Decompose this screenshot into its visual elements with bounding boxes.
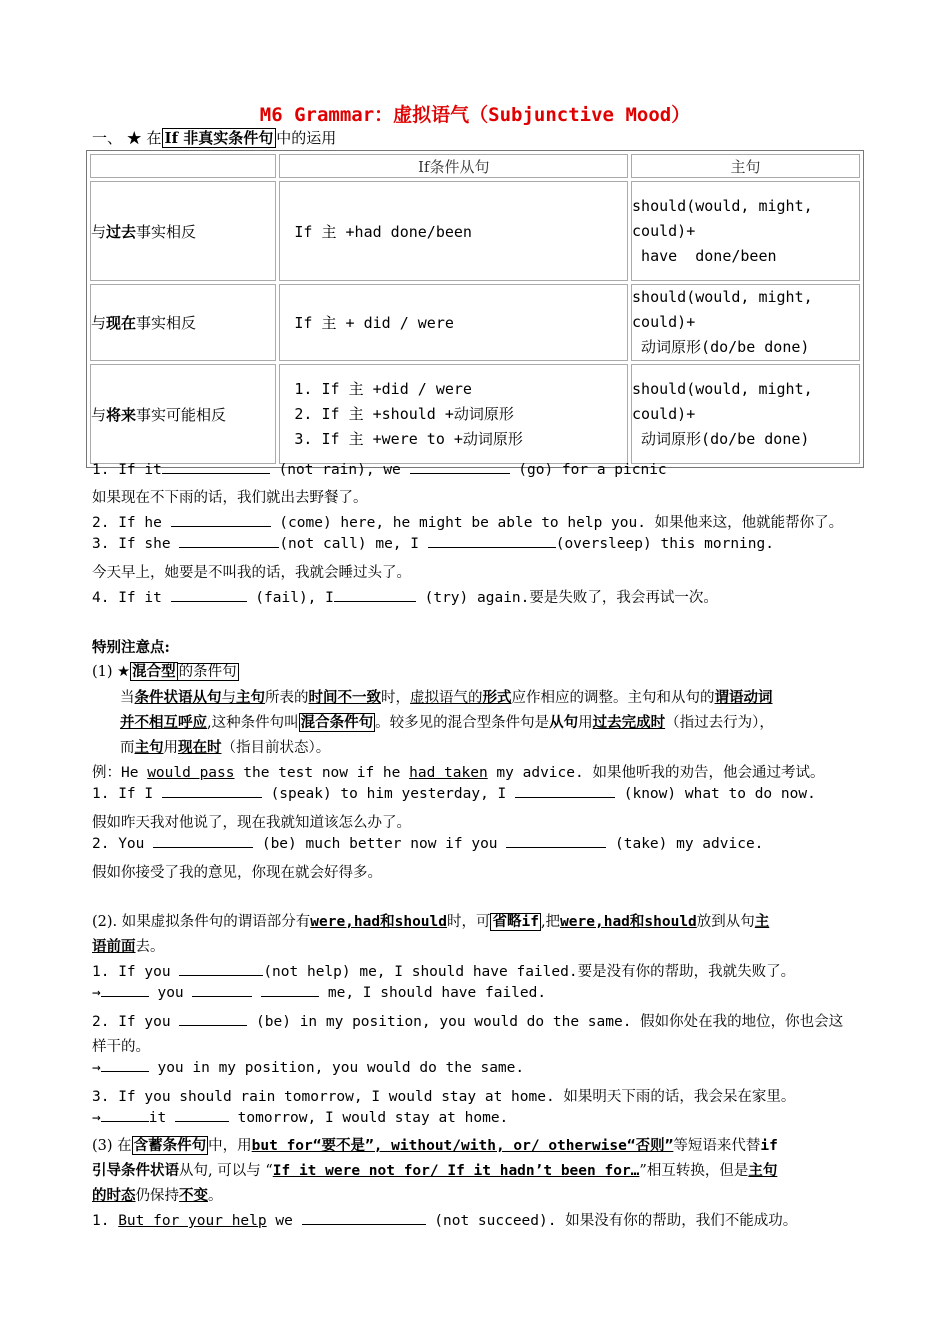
exercise-line: 1. But for your help we (not succeed). 如果没有你的帮助，我们不能成功。	[92, 1213, 798, 1229]
translation-line: 样干的。	[92, 1039, 150, 1055]
exercise-line: 2. If he (come) here, he might be able to help you. 如果他来这，他就能帮你了。	[92, 515, 844, 531]
blank[interactable]	[261, 996, 319, 997]
header-main-clause: 主句	[631, 154, 860, 178]
exercise-line: 1. If you (not help) me, I should have failed.要是没有你的帮助，我就失败了。	[92, 964, 796, 980]
exercise-line: 1. If I (speak) to him yesterday, I (know) what to do now.	[92, 786, 816, 802]
exercise-line: → you in my position, you would do the same.	[92, 1060, 525, 1076]
blank[interactable]	[101, 1121, 149, 1122]
page-title: M6 Grammar：虚拟语气（Subjunctive Mood）	[259, 104, 691, 126]
blank[interactable]	[162, 473, 270, 474]
exercise-line: → it tomorrow, I would stay at home.	[92, 1110, 509, 1126]
note-2-text: (2). 如果虚拟条件句的谓语部分有were,had和should时，可 省略if ,把were,had和should放到从句主	[92, 913, 770, 930]
row-label: 与过去事实相反	[90, 181, 276, 281]
translation-line: 如果现在不下雨的话，我们就出去野餐了。	[92, 490, 368, 506]
translation-line: 今天早上，她要是不叫我的话，我就会睡过头了。	[92, 565, 411, 581]
row-label: 与将来事实可能相反	[90, 364, 276, 464]
section-prefix: 一、 ★ 在	[92, 129, 162, 147]
if-clause-cell: 1. If 主 +did / were 2. If 主 +should +动词原形 3. If 主 +were to +动词原形	[279, 364, 628, 464]
section-heading	[92, 127, 336, 148]
header-if-clause: If条件从句	[279, 154, 628, 178]
main-clause-cell: should(would, might, could)+ have done/been	[631, 181, 860, 281]
if-line: If 主 + did / were	[294, 314, 454, 332]
note-3-text: 引导条件状语从句, 可以与 “If it were not for/ If it hadn’t been for…”相互转换，但是主句	[92, 1162, 778, 1179]
blank[interactable]	[101, 996, 149, 997]
note-1-heading: (1) ★ 混合型 的条件句	[92, 663, 237, 680]
if-clause-cell	[279, 284, 628, 361]
blank[interactable]	[171, 601, 247, 602]
exercise-line: 2. If you (be) in my position, you would do the same. 假如你处在我的地位，你也会这	[92, 1014, 844, 1030]
main-clause-cell: should(would, might, could)+ 动词原形(do/be done)	[631, 364, 860, 464]
blank[interactable]	[334, 601, 416, 602]
note-1-text: 并不相互呼应,这种条件句叫 混合条件句 。较多见的混合型条件句是从句用过去完成时（指过去行为），	[120, 714, 774, 731]
blank[interactable]	[179, 1025, 247, 1026]
if-clause-cell	[279, 181, 628, 281]
blank[interactable]	[171, 526, 271, 527]
note-3-text: (3) 在 含蓄条件句 中，用but for“要不是”, without/with, or/ otherwise“否则”等短语来代替if	[92, 1137, 778, 1154]
table-row	[90, 364, 860, 464]
blank[interactable]	[515, 797, 615, 798]
blank[interactable]	[410, 473, 510, 474]
exercise-line: 3. If you should rain tomorrow, I would stay at home. 如果明天下雨的话，我会呆在家里。	[92, 1089, 796, 1105]
blank[interactable]	[179, 975, 263, 976]
exercise-line: → you me, I should have failed.	[92, 985, 547, 1001]
translation-line: 假如你接受了我的意见，你现在就会好得多。	[92, 865, 382, 881]
blank[interactable]	[101, 1071, 149, 1072]
notes-heading: 特别注意点:	[92, 639, 170, 656]
exercise-line: 1. If it (not rain), we (go) for a picnic	[92, 462, 667, 478]
exercise-line: 3. If she (not call) me, I (oversleep) this morning.	[92, 536, 774, 552]
blank[interactable]	[302, 1224, 426, 1225]
blank[interactable]	[179, 547, 279, 548]
conditional-table	[86, 150, 864, 468]
blank[interactable]	[162, 797, 262, 798]
blank[interactable]	[175, 1121, 229, 1122]
example-line: 例：He would pass the test now if he had taken my advice. 如果他听我的劝告，他会通过考试。	[92, 765, 825, 781]
note-1-text: 而主句用现在时（指目前状态）。	[120, 739, 331, 756]
section-box: If 非真实条件句	[162, 128, 277, 148]
note-2-text: 语前面去。	[92, 938, 165, 955]
table-row	[90, 181, 860, 281]
row-label: 与现在事实相反	[90, 284, 276, 361]
exercise-line: 4. If it (fail), I (try) again.要是失败了，我会再试一次。	[92, 590, 718, 606]
blank[interactable]	[192, 996, 252, 997]
main-clause-cell: should(would, might, could)+ 动词原形(do/be done)	[631, 284, 860, 361]
translation-line: 假如昨天我对他说了，现在我就知道该怎么办了。	[92, 815, 411, 831]
blank[interactable]	[428, 547, 556, 548]
header-empty	[90, 154, 276, 178]
if-line: If 主 +had done/been	[294, 222, 472, 241]
section-suffix: 中的运用	[276, 129, 337, 147]
blank[interactable]	[153, 847, 253, 848]
note-3-text: 的时态仍保持不变。	[92, 1187, 223, 1204]
note-1-text: 当条件状语从句与主句所表的时间不一致时，虚拟语气的形式应作相应的调整。主句和从句的谓语动词	[120, 689, 773, 706]
table-row	[90, 284, 860, 361]
exercise-line: 2. You (be) much better now if you (take) my advice.	[92, 836, 764, 852]
blank[interactable]	[506, 847, 606, 848]
